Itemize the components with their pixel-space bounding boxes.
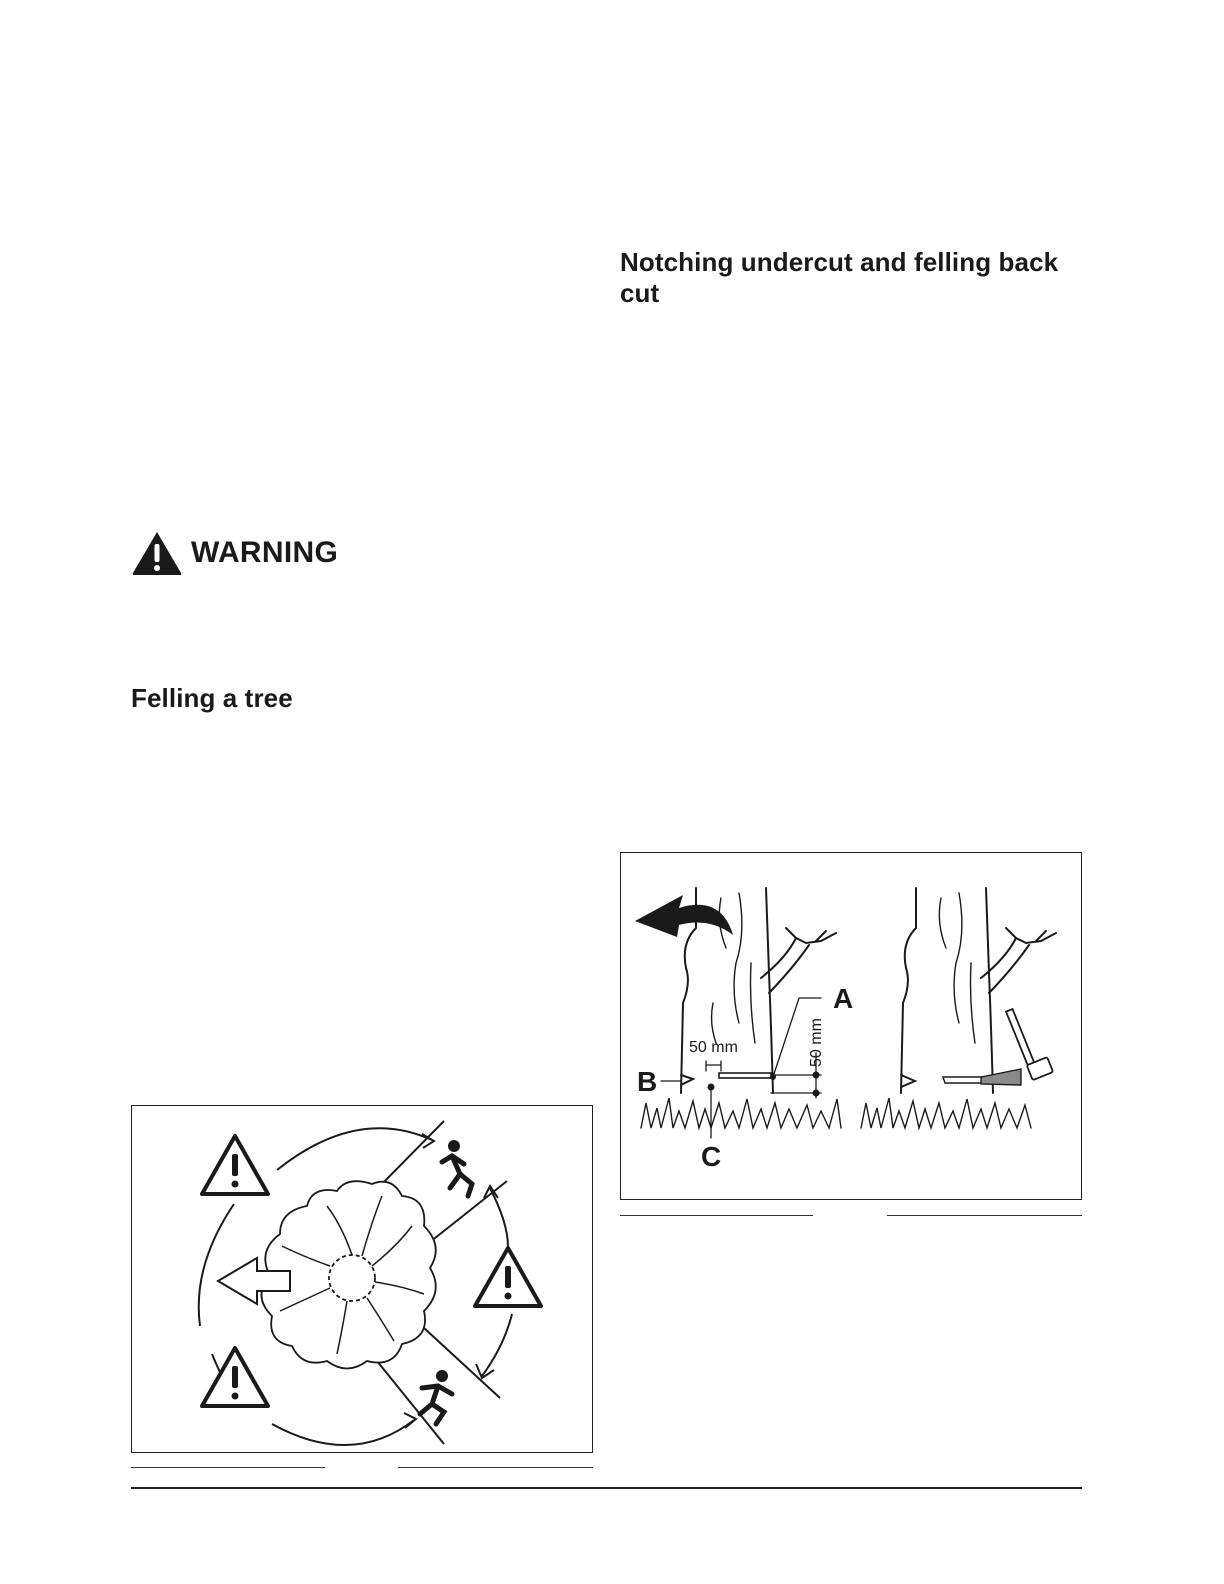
left-grass xyxy=(641,1098,841,1128)
warning-banner xyxy=(131,530,338,576)
warning-triangle-icon xyxy=(475,1248,541,1306)
dimension-horizontal: 50 mm xyxy=(689,1039,738,1056)
page-bottom-rule xyxy=(131,1487,1082,1489)
felling-zone-figure xyxy=(131,1105,593,1453)
notching-figure xyxy=(620,852,1082,1200)
caption-rule-left xyxy=(620,1215,813,1216)
section-heading-felling: Felling a tree xyxy=(131,683,293,713)
hammer-icon xyxy=(1006,1009,1053,1080)
caption-rule-left xyxy=(131,1467,325,1468)
left-tree-branch xyxy=(761,933,836,978)
caption-rule-right xyxy=(398,1467,593,1468)
warning-triangle-icon xyxy=(131,530,183,576)
notching-illustration xyxy=(621,853,1081,1199)
felling-wedge xyxy=(981,1069,1021,1085)
warning-triangle-icon xyxy=(202,1136,268,1194)
warning-triangle-icon xyxy=(202,1348,268,1406)
warning-label: WARNING xyxy=(191,536,339,569)
caption-rule-right xyxy=(887,1215,1082,1216)
label-b: B xyxy=(637,1066,658,1097)
section-heading-notching: Notching undercut and felling back cut xyxy=(620,247,1059,308)
running-person-icon xyxy=(420,1370,452,1424)
running-person-icon xyxy=(442,1140,472,1196)
felling-zone-illustration xyxy=(132,1106,592,1452)
felling-direction-arrow-icon xyxy=(635,895,733,937)
label-a: A xyxy=(833,983,854,1014)
dimension-vertical: 50 mm xyxy=(808,1018,825,1067)
right-tree xyxy=(861,888,1056,1128)
label-c: C xyxy=(701,1141,722,1172)
